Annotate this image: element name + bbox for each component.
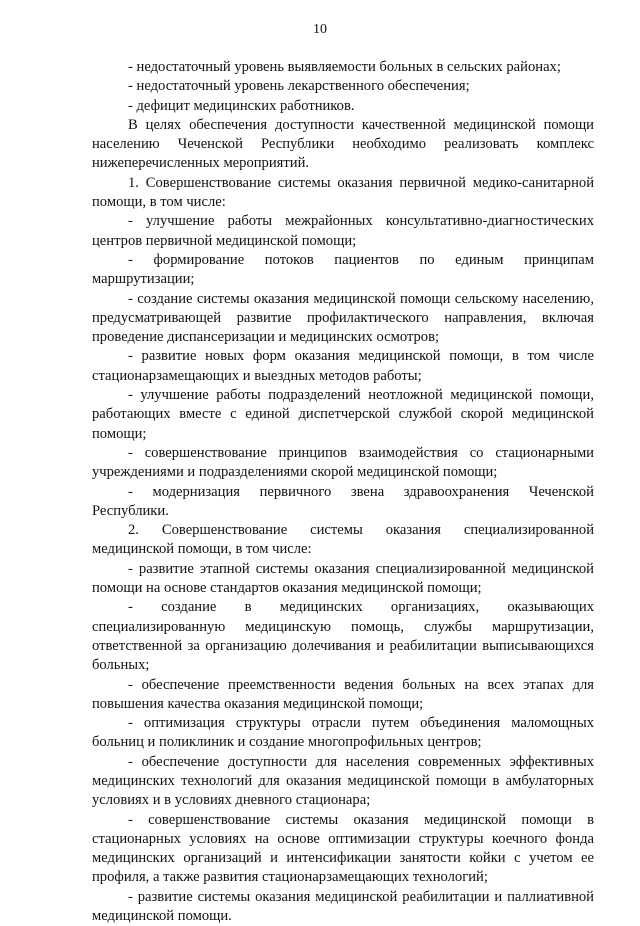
paragraph: - недостаточный уровень лекарственного обеспечения;: [128, 78, 470, 95]
paragraph: - развитие этапной системы оказания специализированной медицинской помощи на основе стандартов оказания медицинской помощи;: [92, 560, 594, 597]
paragraph: - развитие новых форм оказания медицинской помощи, в том числе стационарзамещающих и выездных методов работы;: [92, 348, 594, 384]
paragraph: В целях обеспечения доступности качественной медицинской помощи населению Чеченской Республики необходимо реализовать комплекс нижеперечисленных мероприятий.: [92, 116, 594, 172]
paragraph: - улучшение работы межрайонных консультативно-диагностических центров первичной медицинской помощи;: [92, 213, 594, 249]
paragraph: - оптимизация структуры отрасли путем объединения маломощных больниц и поликлиник и создание многопрофильных центров;: [92, 715, 594, 751]
section-heading: 1. Совершенствование системы оказания первичной медико-санитарной помощи, в том числе:: [92, 174, 594, 211]
paragraph: - развитие системы оказания медицинской реабилитации и паллиативной медицинской помощи.: [92, 888, 594, 925]
paragraph: - модернизация первичного звена здравоохранения Чеченской Республики.: [92, 483, 594, 519]
section-heading: 2. Совершенствование системы оказания специализированной медицинской помощи, в том числе:: [92, 522, 594, 558]
paragraph: - обеспечение доступности для населения современных эффективных медицинских технологий для оказания медицинской помощи в амбулаторных условиях и в условиях дневного стационара;: [92, 753, 594, 809]
paragraph: - совершенствование принципов взаимодействия со стационарными учреждениями и подразделениями скорой медицинской помощи;: [92, 444, 594, 481]
page-number: 10: [313, 22, 327, 37]
document-body: [92, 58, 594, 926]
paragraph: - обеспечение преемственности ведения больных на всех этапах для повышения качества оказания медицинской помощи;: [92, 676, 594, 712]
paragraph: - создание в медицинских организациях, оказывающих специализированную медицинскую помощь, службы маршрутизации, ответственной за организацию долечивания и реабилитации выписывающихся больных;: [92, 599, 594, 674]
paragraph: - недостаточный уровень выявляемости больных в сельских районах;: [128, 59, 561, 75]
paragraph: - улучшение работы подразделений неотложной медицинской помощи, работающих вместе с единой диспетчерской службой скорой медицинской помощи;: [92, 387, 594, 442]
paragraph: - совершенствование системы оказания медицинской помощи в стационарных условиях на основе оптимизации структуры коечного фонда медицинских организаций и интенсификации занятости койки с учетом ее профиля, а также развития стационарзамещающих технологий;: [92, 811, 594, 886]
paragraph: - создание системы оказания медицинской помощи сельскому населению, предусматривающей развитие профилактического направления, включая проведение диспансеризации и медицинских осмотров;: [92, 290, 594, 346]
paragraph: - дефицит медицинских работников.: [128, 97, 355, 114]
paragraph: - формирование потоков пациентов по единым принципам маршрутизации;: [92, 251, 594, 288]
